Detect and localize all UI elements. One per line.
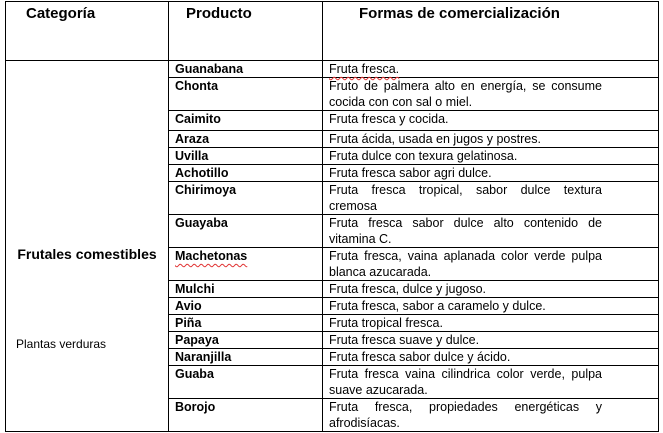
product-description: Fruta dulce con texura gelatinosa.: [323, 148, 659, 165]
product-description: Fruta fresca, dulce y jugoso.: [323, 281, 659, 298]
product-name: Avio: [169, 298, 323, 315]
product-description: [323, 61, 659, 78]
product-description-text: Fruta fresca.: [329, 62, 400, 76]
product-name: Papaya: [169, 332, 323, 349]
product-name-text: Machetonas: [175, 249, 248, 263]
product-description: Fruta fresca vaina cilindrica color verde, pulpa suave azucarada.: [323, 366, 659, 399]
product-name: [169, 248, 323, 281]
product-name: Mulchi: [169, 281, 323, 298]
product-name: Achotillo: [169, 165, 323, 182]
product-name: Caimito: [169, 111, 323, 131]
product-description: Fruta tropical fresca.: [323, 315, 659, 332]
product-description: Fruta ácida, usada en jugos y postres.: [323, 131, 659, 148]
category-cell: [6, 61, 169, 432]
product-description: Fruta fresca sabor dulce alto contenido de vitamina C.: [323, 215, 659, 248]
product-description: Fruta fresca tropical, sabor dulce textura cremosa: [323, 182, 659, 215]
category-sublabel: Plantas verduras: [16, 337, 107, 351]
product-description: Fruta fresca sabor dulce y ácido.: [323, 349, 659, 366]
product-name: Uvilla: [169, 148, 323, 165]
product-description: Fruto de palmera alto en energía, se consume cocida con con sal o miel.: [323, 78, 659, 111]
header-producto: Producto: [169, 2, 323, 61]
products-table: [5, 1, 659, 432]
category-label: Frutales comestibles: [17, 246, 157, 262]
product-name: Chonta: [169, 78, 323, 111]
product-name: Araza: [169, 131, 323, 148]
product-name: Guayaba: [169, 215, 323, 248]
product-description: Fruta fresca, propiedades energéticas y afrodisíacas.: [323, 399, 659, 432]
product-name: Guanabana: [169, 61, 323, 78]
product-description: Fruta fresca y cocida.: [323, 111, 659, 131]
product-description: Fruta fresca suave y dulce.: [323, 332, 659, 349]
header-categoria: Categoría: [6, 2, 169, 61]
product-name: Guaba: [169, 366, 323, 399]
header-formas: Formas de comercialización: [323, 2, 659, 61]
product-description: Fruta fresca sabor agri dulce.: [323, 165, 659, 182]
product-description: Fruta fresca, vaina aplanada color verde pulpa blanca azucarada.: [323, 248, 659, 281]
product-description: Fruta fresca, sabor a caramelo y dulce.: [323, 298, 659, 315]
table-row: [6, 61, 659, 78]
product-name: Piña: [169, 315, 323, 332]
product-name: Chirimoya: [169, 182, 323, 215]
header-row: [6, 2, 659, 61]
product-name: Borojo: [169, 399, 323, 432]
product-name: Naranjilla: [169, 349, 323, 366]
